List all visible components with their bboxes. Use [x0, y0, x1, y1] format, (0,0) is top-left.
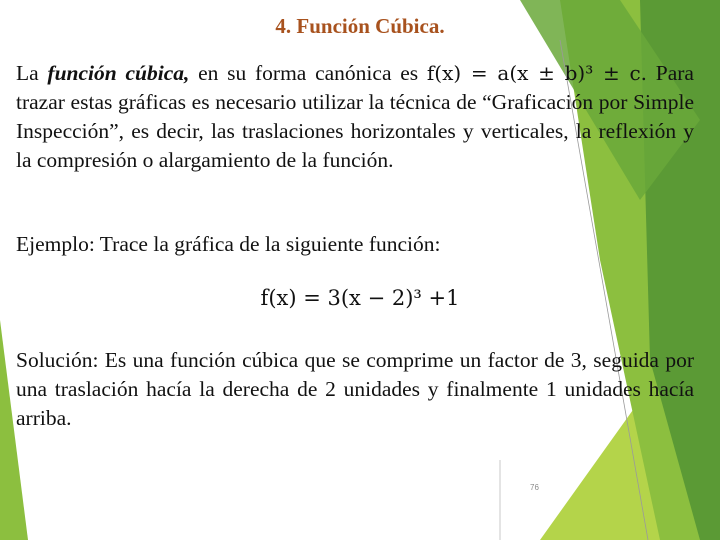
intro-rest: Para trazar estas gráficas es necesario utilizar la técnica de “Graficación por Simple Inspección”, es decir, las traslaciones horizontales y verticales, la reflexión y la compresión o alargamiento de la función.: [16, 61, 694, 172]
example-equation: f(x) = 3(x − 2)³ +1: [260, 286, 460, 310]
intro-term: función cúbica,: [47, 61, 190, 85]
intro-lead: La: [16, 61, 48, 85]
solution-paragraph: Solución: Es una función cúbica que se comprime un factor de 3, seguida por una traslación hacía la derecha de 2 unidades y finalmente 1 unidades hacía arriba.: [16, 348, 694, 430]
canonical-formula: f(x) = a(x ± b)³ ± c.: [426, 61, 648, 85]
intro-after-term: en su forma canónica es: [189, 61, 427, 85]
intro-paragraph: [16, 59, 694, 175]
example-prompt: Ejemplo: Trace la gráfica de la siguiente función:: [16, 232, 441, 256]
page-number: 76: [530, 483, 539, 492]
slide-title: 4. Función Cúbica.: [275, 14, 445, 38]
